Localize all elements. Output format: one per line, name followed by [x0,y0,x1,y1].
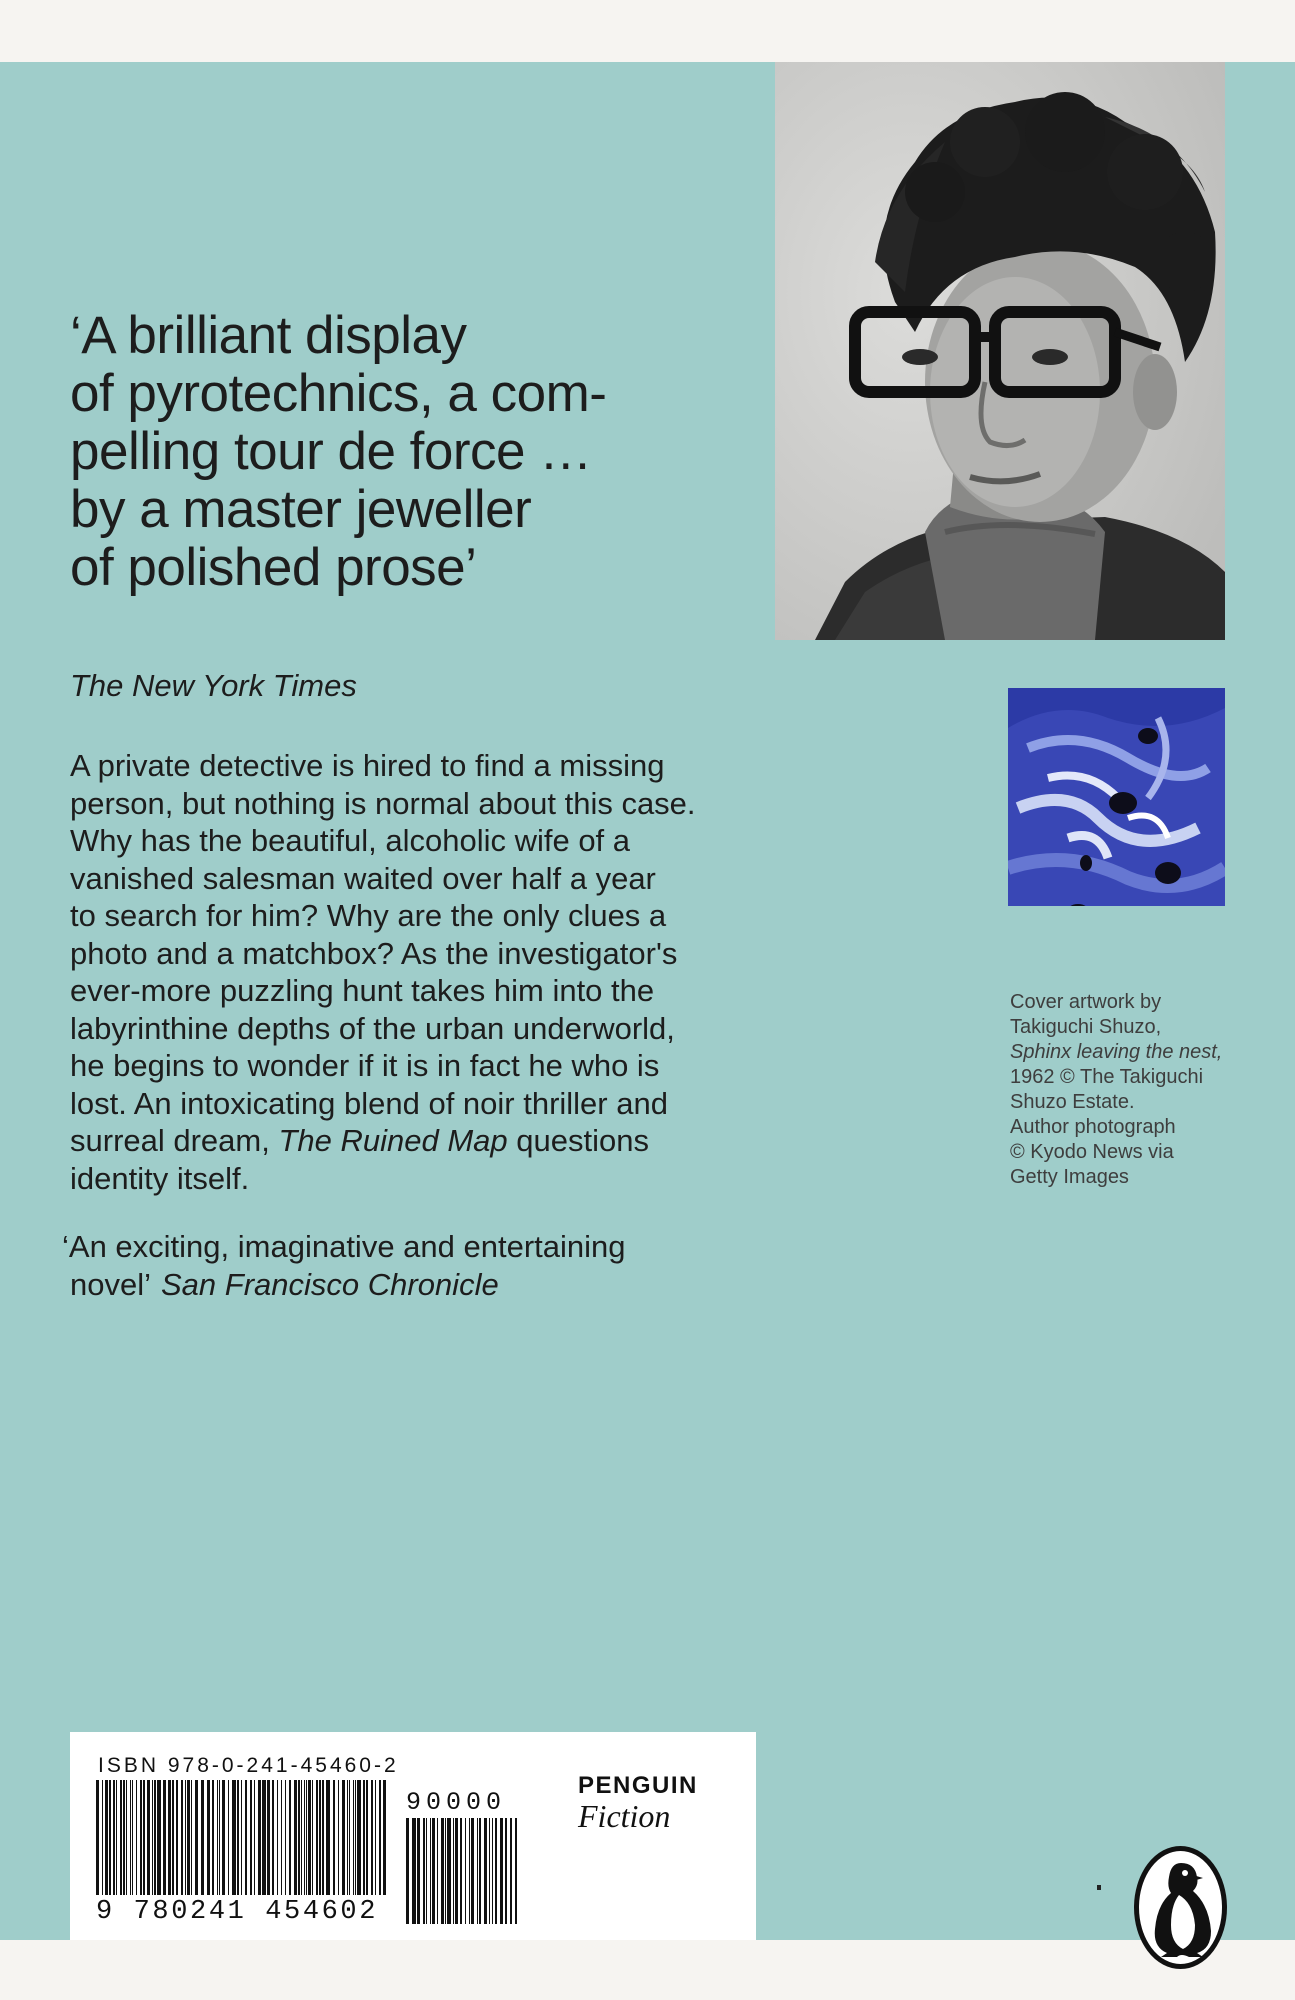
barcode-bar [460,1818,462,1924]
barcode-bar [109,1780,111,1895]
barcode-bar [455,1818,458,1924]
blurb-line: A private detective is hired to find a missing [70,748,665,783]
barcode-bar [172,1780,174,1895]
quote-text: novel’ [70,1266,151,1302]
barcode-bar [447,1818,451,1924]
barcode-bar [245,1780,247,1895]
barcode-bar [157,1780,161,1895]
blurb-text: surreal dream, [70,1123,279,1158]
barcode-bar [154,1780,156,1895]
credit-line: © Kyodo News via [1010,1141,1174,1163]
cover-credits [1010,990,1250,1190]
barcode-bar [353,1780,354,1895]
isbn-label: ISBN 978-0-241-45460-2 [98,1754,399,1777]
penguin-logo-icon [1133,1845,1228,1970]
quote-line: ‘An exciting, imaginative and entertaining [62,1229,626,1264]
price-addon-barcode [406,1818,518,1924]
blurb-line: lost. An intoxicating blend of noir thriller and [70,1085,668,1121]
barcode-bar [379,1780,381,1895]
barcode-bar [181,1780,183,1895]
barcode-bar [176,1780,178,1895]
barcode-bar [123,1780,125,1895]
barcode-bar [195,1780,198,1895]
barcode-bar [441,1818,444,1924]
credit-line: Shuzo Estate. [1010,1091,1135,1113]
quote-line: by a master jeweller [70,480,532,539]
barcode-bar [417,1818,420,1924]
barcode-bar [163,1780,166,1895]
blurb-line: labyrinthine depths of the urban underworld, [70,1010,675,1046]
barcode-bar [168,1780,171,1895]
barcode-bar [289,1780,291,1895]
barcode-bar [140,1780,142,1895]
credit-line: Cover artwork by [1010,991,1162,1013]
barcode-bar [185,1780,186,1895]
barcode-bar [308,1780,311,1895]
blurb-line: he begins to wonder if it is in fact he who is [70,1048,660,1083]
barcode-bar [477,1818,478,1924]
barcode-bar [281,1780,282,1895]
barcode-bar [505,1818,507,1924]
credit-line: Getty Images [1010,1166,1129,1188]
barcode-bar [304,1780,305,1895]
publisher-name: PENGUIN [578,1772,698,1799]
barcode-bar [113,1780,115,1895]
barcode-bar [322,1780,324,1895]
blurb-line: person, but nothing is normal about this case. [70,785,696,821]
quote-line: pelling tour de force … [70,422,592,481]
barcode-bar [342,1780,345,1895]
barcode-bar [430,1818,431,1924]
barcode-bar [152,1780,153,1895]
review-quote-source: The New York Times [70,668,357,703]
barcode-bar [495,1818,497,1924]
barcode-bar [437,1818,438,1924]
barcode-bar [338,1780,339,1895]
barcode-bar [147,1780,150,1895]
barcode-bar [432,1818,435,1924]
barcode-bar [375,1780,376,1895]
blurb-line: identity itself. [70,1160,250,1196]
quote-source: San Francisco Chronicle [161,1266,499,1302]
barcode-bar [222,1780,225,1895]
blurb-line: vanished salesman waited over half a year [70,860,656,896]
quote-line: of polished prose’ [70,538,477,597]
barcode-bar [484,1818,487,1924]
barcode-panel [70,1732,756,1940]
barcode-bar [426,1818,427,1924]
quote-line: ‘A brilliant display [70,306,467,365]
barcode-bar [130,1780,131,1895]
blurb-line [70,1122,790,1160]
credit-line: 1962 © The Takiguchi [1010,1066,1204,1088]
blurb-line: photo and a matchbox? As the investigator's [70,935,678,971]
barcode-bar [306,1780,307,1895]
blurb-line: ever-more puzzling hunt takes him into the [70,973,655,1008]
barcode-bar [453,1818,454,1924]
barcode-bar [510,1818,512,1924]
barcode-bar [232,1780,236,1895]
barcode-bar [132,1780,133,1895]
barcode-bar [366,1780,368,1895]
barcode-bar [219,1780,220,1895]
barcode-bar [116,1780,117,1895]
barcode-bar [254,1780,255,1895]
publisher-imprint [578,1772,738,1835]
review-quote-secondary [62,1228,782,1303]
barcode-bar [272,1780,274,1895]
barcode-bar [201,1780,204,1895]
barcode-bar [312,1780,313,1895]
printer-mark [1097,1885,1101,1890]
barcode-bar [500,1818,503,1924]
review-quote-main [70,307,770,597]
barcode-bar [383,1780,386,1895]
barcode-bar [267,1780,270,1895]
barcode-bar [492,1818,493,1924]
credit-line: Author photograph [1010,1116,1176,1138]
barcode-bar [285,1780,286,1895]
barcode-bar [120,1780,122,1895]
barcode-bar [515,1818,517,1924]
barcode-bar [445,1818,446,1924]
author-photograph [775,62,1225,640]
barcode-bar [191,1780,192,1895]
barcode-bar [143,1780,145,1895]
barcode-bar [228,1780,229,1895]
artwork-image [1008,688,1225,906]
barcode-bar [316,1780,318,1895]
barcode-bar [262,1780,266,1895]
barcode-bar [489,1818,490,1924]
barcode-bar [423,1818,425,1924]
price-addon-digits: 90000 [406,1788,507,1817]
barcode-bar [298,1780,300,1895]
isbn-barcode [96,1780,386,1895]
barcode-bar [187,1780,190,1895]
barcode-bar [471,1818,474,1924]
barcode-bar [371,1780,373,1895]
back-cover [0,62,1295,1940]
barcode-bar [363,1780,365,1895]
barcode-bar [96,1780,99,1895]
barcode-bar [326,1780,330,1895]
barcode-digits: 9 780241 454602 [96,1897,379,1927]
barcode-bar [258,1780,261,1895]
barcode-bar [357,1780,361,1895]
barcode-bar [333,1780,335,1895]
credit-line: Takiguchi Shuzo, [1010,1016,1162,1038]
book-blurb [70,747,790,1197]
blurb-text: questions [507,1123,649,1158]
barcode-bar [349,1780,350,1895]
barcode-bar [136,1780,137,1895]
barcode-bar [250,1780,252,1895]
barcode-bar [277,1780,278,1895]
barcode-bar [319,1780,321,1895]
barcode-bar [207,1780,210,1895]
barcode-bar [241,1780,242,1895]
quote-line: of pyrotechnics, a com- [70,364,607,423]
book-title: The Ruined Map [278,1123,508,1158]
barcode-bar [217,1780,218,1895]
quote-line [62,1266,782,1304]
barcode-bar [406,1818,409,1924]
cover-artwork-thumbnail [1008,688,1225,906]
barcode-bar [347,1780,348,1895]
barcode-bar [212,1780,214,1895]
barcode-bar [355,1780,356,1895]
barcode-bar [301,1780,302,1895]
author-portrait-image [775,62,1225,640]
barcode-bar [479,1818,481,1924]
barcode-bar [294,1780,297,1895]
barcode-bar [237,1780,239,1895]
barcode-bar [469,1818,470,1924]
barcode-bar [102,1780,103,1895]
credit-line [1010,1040,1250,1065]
barcode-bar [412,1818,416,1924]
publisher-series: Fiction [578,1798,671,1834]
artwork-title: Sphinx leaving the nest, [1010,1041,1223,1063]
blurb-line: to search for him? Why are the only clues a [70,898,667,933]
barcode-bar [465,1818,466,1924]
barcode-bar [105,1780,108,1895]
barcode-bar [126,1780,127,1895]
blurb-line: Why has the beautiful, alcoholic wife of a [70,823,631,858]
